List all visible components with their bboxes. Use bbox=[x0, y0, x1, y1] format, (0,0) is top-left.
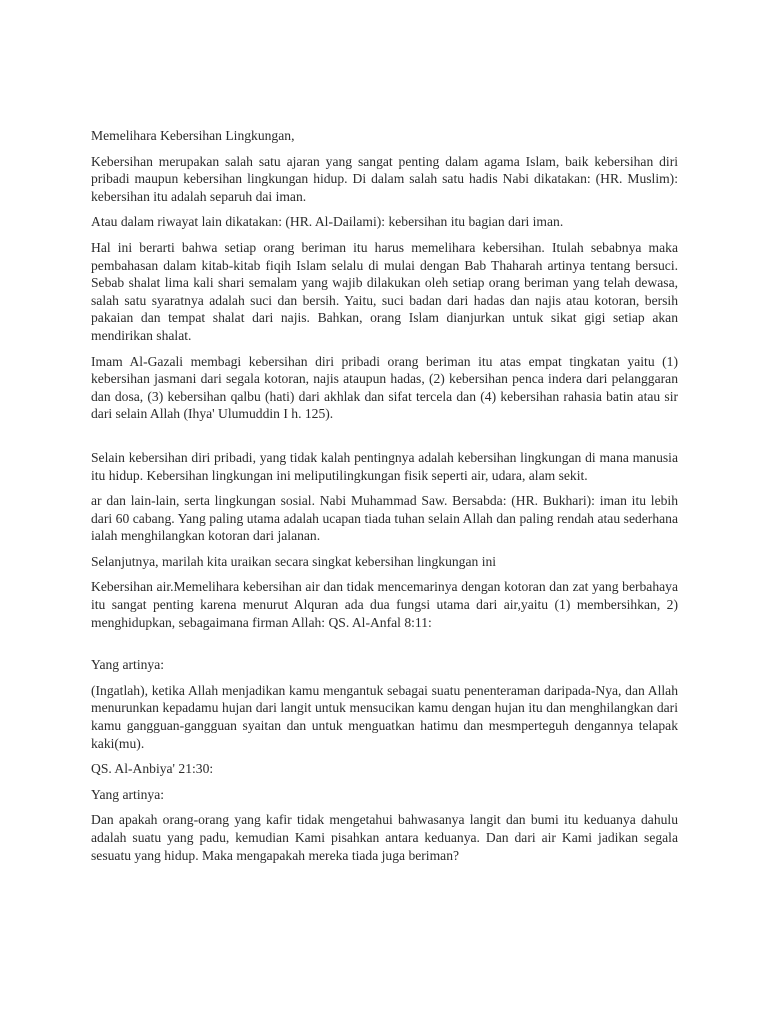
paragraph-intro: Kebersihan merupakan salah satu ajaran yang sangat penting dalam agama Islam, baik kebersihan diri pribadi maupun kebersihan lingkungan hidup. Di dalam salah satu hadis Nabi dikatakan: (HR. Muslim): kebersihan itu adalah separuh dai iman. bbox=[91, 153, 678, 204]
paragraph-qs-anbiya: QS. Al-Anbiya' 21:30: bbox=[91, 761, 214, 777]
paragraph-selanjutnya: Selanjutnya, marilah kita uraikan secara singkat kebersihan lingkungan ini bbox=[91, 553, 497, 569]
paragraph-riwayat: Atau dalam riwayat lain dikatakan: (HR. Al-Dailami): kebersihan itu bagian dari iman. bbox=[91, 214, 564, 230]
document-heading: Memelihara Kebersihan Lingkungan, bbox=[91, 128, 295, 143]
paragraph-yang-artinya-1: Yang artinya: bbox=[91, 657, 164, 673]
paragraph-hadis-bukhari: ar dan lain-lain, serta lingkungan sosial. Nabi Muhammad Saw. Bersabda: (HR. Bukhari): iman itu lebih dari 60 cabang. Yang paling utama adalah ucapan tiada tuhan selain Allah dan paling rendah atau sederhana ialah menghilangkan kotoran dari jalanan. bbox=[91, 493, 678, 544]
paragraph-translation-anbiya: Dan apakah orang-orang yang kafir tidak mengetahui bahwasanya langit dan bumi itu keduanya dahulu adalah suatu yang padu, kemudian Kami pisahkan antara keduanya. Dan dari air Kami jadikan segala sesuatu yang hidup. Maka mengapakah mereka tiada juga beriman? bbox=[91, 812, 678, 863]
paragraph-thaharah: Hal ini berarti bahwa setiap orang beriman itu harus memelihara kebersihan. Itulah sebabnya maka pembahasan dalam kitab-kitab fiqih Islam selalu di mulai dengan Bab Thaharah artinya tentang bersuci. Sebab shalat lima kali shari semalam yang wajib dilakukan oleh setiap orang beriman yang telah dewasa, salah satu syaratnya adalah suci dan bersih. Yaitu, suci badan dari hadas dan najis atau kotoran, bersih pakaian dan tempat shalat dari najis. Bahkan, orang Islam dianjurkan untuk sikat gigi setiap akan mendirikan shalat. bbox=[91, 239, 678, 343]
paragraph-lingkungan: Selain kebersihan diri pribadi, yang tidak kalah pentingnya adalah kebersihan lingkungan di mana manusia itu hidup. Kebersihan lingkungan ini meliputilingkungan fisik seperti air, udara, alam sekit. bbox=[91, 449, 678, 483]
paragraph-translation-anfal: (Ingatlah), ketika Allah menjadikan kamu mengantuk sebagai suatu penenteraman daripada-Nya, dan Allah menurunkan kepadamu hujan dari langit untuk mensucikan kamu dengan hujan itu dan menghilangkan dari kamu gangguan-gangguan syaitan dan untuk menguatkan hatimu dan mesmperteguh dengannya telapak kaki(mu). bbox=[91, 682, 678, 751]
paragraph-kebersihan-air: Kebersihan air.Memelihara kebersihan air dan tidak mencemarinya dengan kotoran dan zat yang berbahaya itu sangat penting karena menurut Alquran ada dua fungsi utama dari air,yaitu (1) membersihkan, 2) menghidupkan, sebagaimana firman Allah: QS. Al-Anfal 8:11: bbox=[91, 579, 678, 630]
paragraph-yang-artinya-2: Yang artinya: bbox=[91, 786, 164, 802]
paragraph-al-gazali: Imam Al-Gazali membagi kebersihan diri pribadi orang beriman itu atas empat tingkatan yaitu (1) kebersihan jasmani dari segala kotoran, najis ataupun hadas, (2) kebersihan penca indera dari pelanggaran dan dosa, (3) kebersihan qalbu (hati) dari akhlak dan sifat tercela dan (4) kebersihan rahasia batin atau sir dari selain Allah (Ihya' Ulumuddin I h. 125). bbox=[91, 353, 678, 422]
